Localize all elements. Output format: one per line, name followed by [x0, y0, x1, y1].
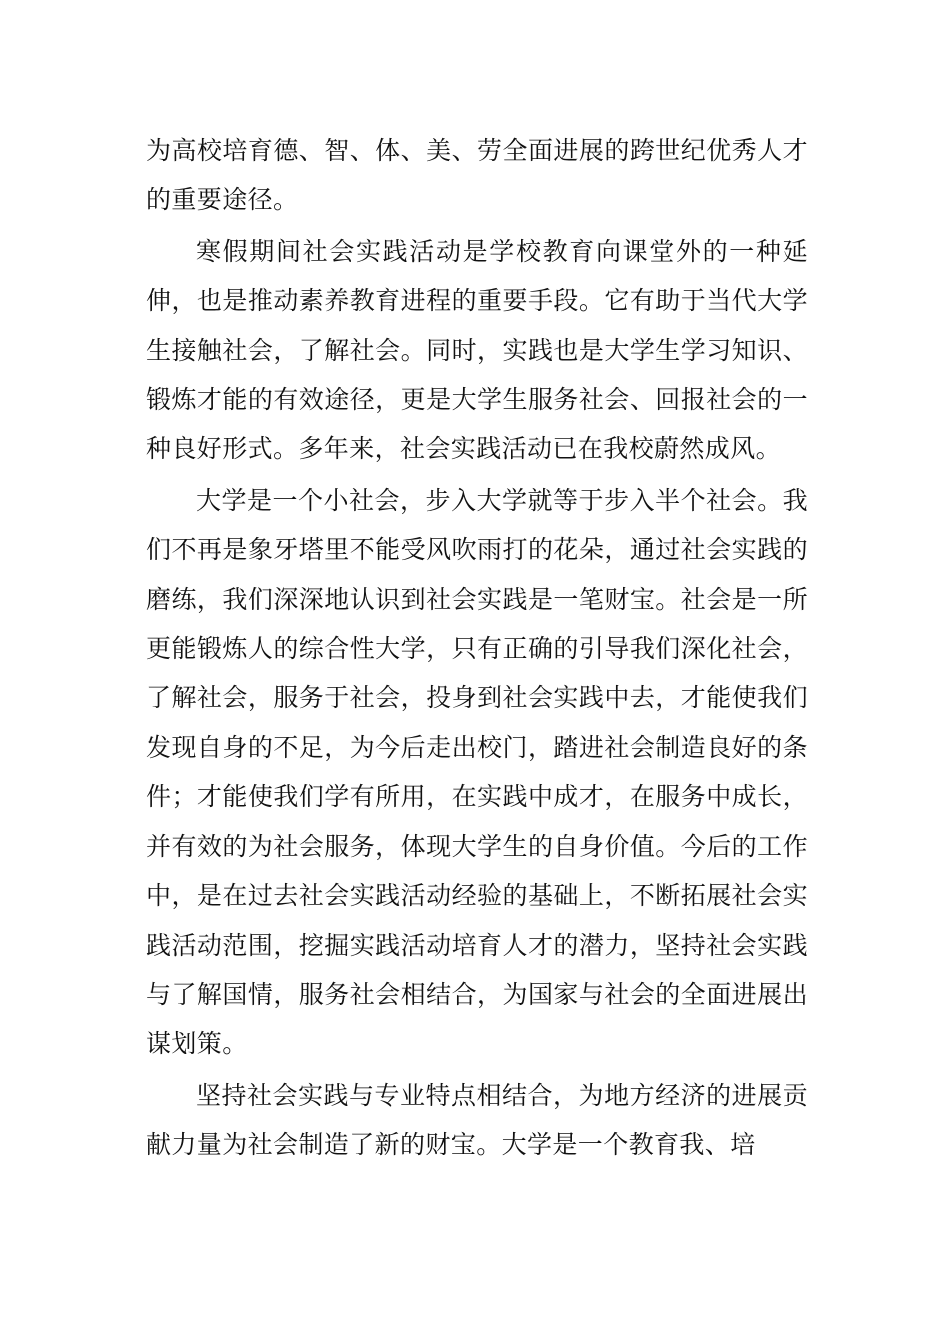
- paragraph-3: 大学是一个小社会，步入大学就等于步入半个社会。我们不再是象牙塔里不能受风吹雨打的花朵，通过社会实践的磨练，我们深深地认识到社会实践是一笔财宝。社会是一所更能锻炼人的综合性大学，只有正确的引导我们深化社会，了解社会，服务于社会，投身到社会实践中去，才能使我们发现自身的不足，为今后走出校门，踏进社会制造良好的条件；才能使我们学有所用，在实践中成才，在服务中成长，并有效的为社会服务，体现大学生的自身价值。今后的工作中，是在过去社会实践活动经验的基础上，不断拓展社会实践活动范围，挖掘实践活动培育人才的潜力，坚持社会实践与了解国情，服务社会相结合，为国家与社会的全面进展出谋划策。: [146, 485, 808, 1059]
- document-body: [146, 126, 808, 1172]
- paragraph-4: 坚持社会实践与专业特点相结合，为地方经济的进展贡献力量为社会制造了新的财宝。大学是一个教育我、培: [146, 1080, 808, 1160]
- paragraph-1: 为高校培育德、智、体、美、劳全面进展的跨世纪优秀人才的重要途径。: [146, 136, 808, 215]
- paragraph-2: 寒假期间社会实践活动是学校教育向课堂外的一种延伸，也是推动素养教育进程的重要手段。它有助于当代大学生接触社会，了解社会。同时，实践也是大学生学习知识、锻炼才能的有效途径，更是大学生服务社会、回报社会的一种良好形式。多年来，社会实践活动已在我校蔚然成风。: [146, 236, 808, 464]
